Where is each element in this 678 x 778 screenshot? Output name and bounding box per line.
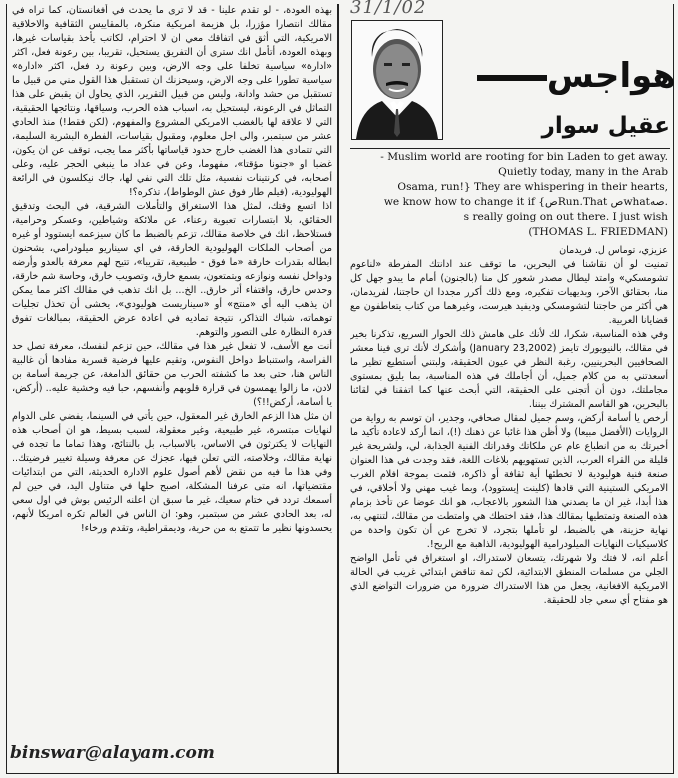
paragraph: أنت مع الأسف، لا تفعل غير هذا في مقالك، حين تزعم لنفسك، معرفة تصل حد الفراسة، واستنباط دواخل النفوس، وتقيم عليها فرضية قسرية مفادها أن غالبية الناس هنا، حتى بعد ما كشفته الحرب من حقائق الدامغة، عن جريمة أسامة بن لادن، ما زالوا يهمسون في قرارة قلوبهم وأنفسهم، حبا فيه وخشية عليه.. (أركض، يا أسامة، أركض!!؟)	[12, 341, 332, 408]
column-title	[448, 58, 676, 94]
quote-attribution: (THOMAS L. FRIEDMAN)	[528, 226, 668, 238]
column-divider	[337, 4, 339, 774]
right-frame	[673, 4, 674, 774]
author-photo	[351, 20, 443, 140]
quote-line: - Muslim world are rooting for bin Laden to get away.	[380, 151, 668, 163]
paragraph: تمنيت لو أن نقاشنا في البحرين، ما توقف عند ادانتك المفرطة «لناعوم تشومسكي» وامتد ليطال مصدر شعور كل منا (بالجنون) أمام ما يبدو جهل كل منا، بحقائق الآخر، وبديهيات تفكيره، ومع ذلك أكرر مجددا ان حاجتنا، لفريدمان، هي أكثر من حاجتنا لتشومسكي وديفيد هيرست، وغيرهما من كتاب يتعاطفون مع قضايانا العربية.	[350, 259, 668, 326]
page-border-left	[6, 4, 7, 774]
paragraph: أعلم انه، لا فتك ولا شهرتك، يتسعان لاستدراك، او استغراق في تأمل الواضح الجلي من مسلمات المنطق الابتدائية، لكن ثمة تناقض ابتدائي غريب في الحالة الامريكية الافغانية، يجعل من هذا الاستدراك ضرورة من ضرورات التواضع الذي هو مفتاح أي سعي جاد للحقيقة.	[350, 553, 668, 606]
paragraph: أرخص يا أسامة أركض، وسم جميل لمقال صحافي، وجدير، ان توسم به رواية من الروايات (الأفضل مبيعا) ولا أظن هذا غائبا عن ذهنك (!)، انما أركد لاعادة تأكيد ما أخبرتك به من انطباع عام عن ملكاتك وقدراتك الفنية الجذابة، لي، ولشريحة غير قليلة من القراء العرب، الذين تستهويهم بلاغات اللغة، فقد وجدت في هذا العنوان صنعة فنية هوليودية لا تخطئها أية ثقافة أو ذاكرة، فثمت بموجة افلام الغرب الامريكي الستينية التي قادها (كلينت إيستوود)، وبما غيب مهني ولا أخلاقي، في هذا أبدا، غير ان ما يصدني هذا الشعور بالاعجاب، هو انك عوضا عن تأخذ بزمام هذه الصنعة وتمتطيها بمقالك هذا، فقد اختطك هي وامتطت من مقالك، لتنتهي به، نهاية حزينة، هي بالضبط، لو تأملها بتجرد، لا تخرج عن أن تكون واحدة من كلاسيكيات النهايات الميلودرامية الهوليودية، الذاهبة مع الريح!.	[350, 413, 668, 550]
column-title-text: هواجس	[546, 56, 676, 96]
author-name: عقيل سوار	[541, 113, 670, 139]
paragraph: اذا اتسع وقتك، لمثل هذا الاستغراق والتأملات الشرقية، في البحث وتدقيق الحقائق، بلا ابتسارات تعبوية رعناء، عن ملائكة وشياطين، وعسكر وحرامية، فستلاحظ، انك في خلاصة مقالك، تزعم بالضبط ما كان سيزعمه ايستوود أو غيره من أصحاب الملكات الهوليودية الخارقة، في اي سيناريو ميلودرامي، يشحنون ابطاله بقدرات خارقة «ما فوق - طبيعية، تقريبا»، تتيح لهم معرفة بالعدو وأرضه ودواخل نفسه ونوازعه ويتمتعون، بسمع خارق، وتصويب خارق، وحاسة شم خارقة، وحدس خارق، واقتفاء أثر خارق.. الخ... بل انك تذهب في مقالك اكثر مما يمكن ان يذهب اليه أي «منتج» أو «سيناريست هوليودي»، يخشى أن تخذل تجليات توهماته، شباك التذاكر، نتيجة تماديه في اعادة عرض الحقيقة، بمبالغات تفوق قدرة النظارة على التصور والتوهم.	[12, 201, 332, 338]
english-quote-block	[350, 150, 668, 242]
left-column-body	[12, 4, 332, 740]
paragraph: وفي هذه المناسبة، شكرا، لك لأنك على هامش ذلك الحوار السريع، تذكرنا بخير في مقالك، بالنيويورك تايمز (January 23,2002) وأشكرك لأنك ترى فينا معشر الصحافيين البحرينيين، رغبة النظر في عيون الحقيقة، ولبتني أستطيع تظير ما أسعدتني به من كلام جميل، أن أجاملك في هذه المناسبة، بما يليق بمستوى مجاملتك، دون أن أتجنى على الحقيقة، التي أبحث عنها كما اتفقنا في لقائنا بالبحرين، هو القاسم المشترك بيننا.	[350, 329, 668, 410]
quote-line: we know how to change it if {صRun.That صwhatصه.	[383, 196, 668, 208]
quote-line: Osama, run!} They are whispering in their hearts,	[397, 181, 668, 193]
quote-line: s really going on out there. I just wish	[463, 211, 668, 223]
title-bar-decoration	[477, 75, 547, 81]
author-email: binswar@alayam.com	[10, 743, 215, 763]
quote-line: Quietly today, many in the Arab	[498, 166, 668, 178]
right-column-body	[350, 244, 668, 770]
salutation: عزيزي، توماس ل. فريدمان	[559, 245, 668, 256]
author-portrait-icon	[352, 21, 442, 139]
page-border-bottom	[6, 773, 674, 774]
quote-divider	[350, 148, 670, 149]
paragraph: بهذه العودة، - لو تقدم علينا - قد لا ترى ما يحدث في أفغانستان، كما تراه في مقالك انتصارا مؤزرا، بل هزيمة امريكية منكرة، بالمقاييس الثقافية والاخلاقية الامريكية، التي أثق في اتفاقك معي ان لا احترام، لكاتب يأخذ بقياسات غيرها، وبهذه العودة، أتأمل انك سترى أن التفريق يستحيل، تقريبا، بين رعونة فعل، اكثر «ادارة» سياسية تخلفا على وجه الارض، وبين رعونة رد فعل، اكثر «ادارة» سياسية تطورا على وجه الارض، وسيحزنك ان تستقبل هذا القول مني من قبيل ما تستقبل من حشد وادانة، وليس من قبيل التقرير، الذي يحاول ان يقبض على هذا التماثل في الرعونة، ليستحيل به، اسباب هذه الحرب، وسياقها، ونتائجها الحقيقية، التي لا علاقة لها بالغضب الامريكي المشروع والمفهوم، (لكن فقط!) منذ الحادي عشر من سبتمبر، والى اجل معلوم، ومقبول بقياسات، الفطرة البشرية السليمة، التي تتمادى هذا الغضب خارج حدود قياساتها بأكثر مما يجب، توقف عن ان يكون، غضبا او «جنونا مؤقتا»، مفهوما، وعن في عداد ما ينبغي الحجر عليه، وعلى أصحابه، في كرنتينات نفسية، مثل تلك التي نفي لها، جاك نيكلسون في الرائعة الهوليودية، (فيلم طار فوق عش الوطواط)، تذكره؟!	[12, 5, 332, 198]
paragraph: ان مثل هذا الزعم الخارق غير المعقول، حين يأتي في السينما، يفضي على الدوام لنهايات مبتسرة، غير طبيعية، وغير معقولة، لسبب بسيط، هو ان أصحاب هذه النهايات لا يكترثون في الاساس، بالاسباب، بل بالنتائج، وهذا تماما ما تجده في نهاية مقالك، وخلاصته، التي تعلن فيها، عجزك عن معرفة وسيلة تغيير فرضيتك.. وفي هذا ما فيه من نقض لأهم أصول علوم الادارة الحديثة، التي من ابتدائيات مقتضياتها، انه متى عرفنا المشكلة، اصبح حلها في متناول اليد، في حين لم أسمعك تردد في ختام سعيك، غير ما سبق ان اعلنه الرئيس بوش في اول سعي له، بعد الحادي عشر من سبتمبر، وهو: ان الناس في العالم تكره امريكا لأنهم، يحسدونها نظير ما تتمتع به من حرية، وديمقراطية، وتقدم ورخاء!	[12, 411, 332, 534]
date-stamp: 31/1/02	[350, 0, 427, 18]
